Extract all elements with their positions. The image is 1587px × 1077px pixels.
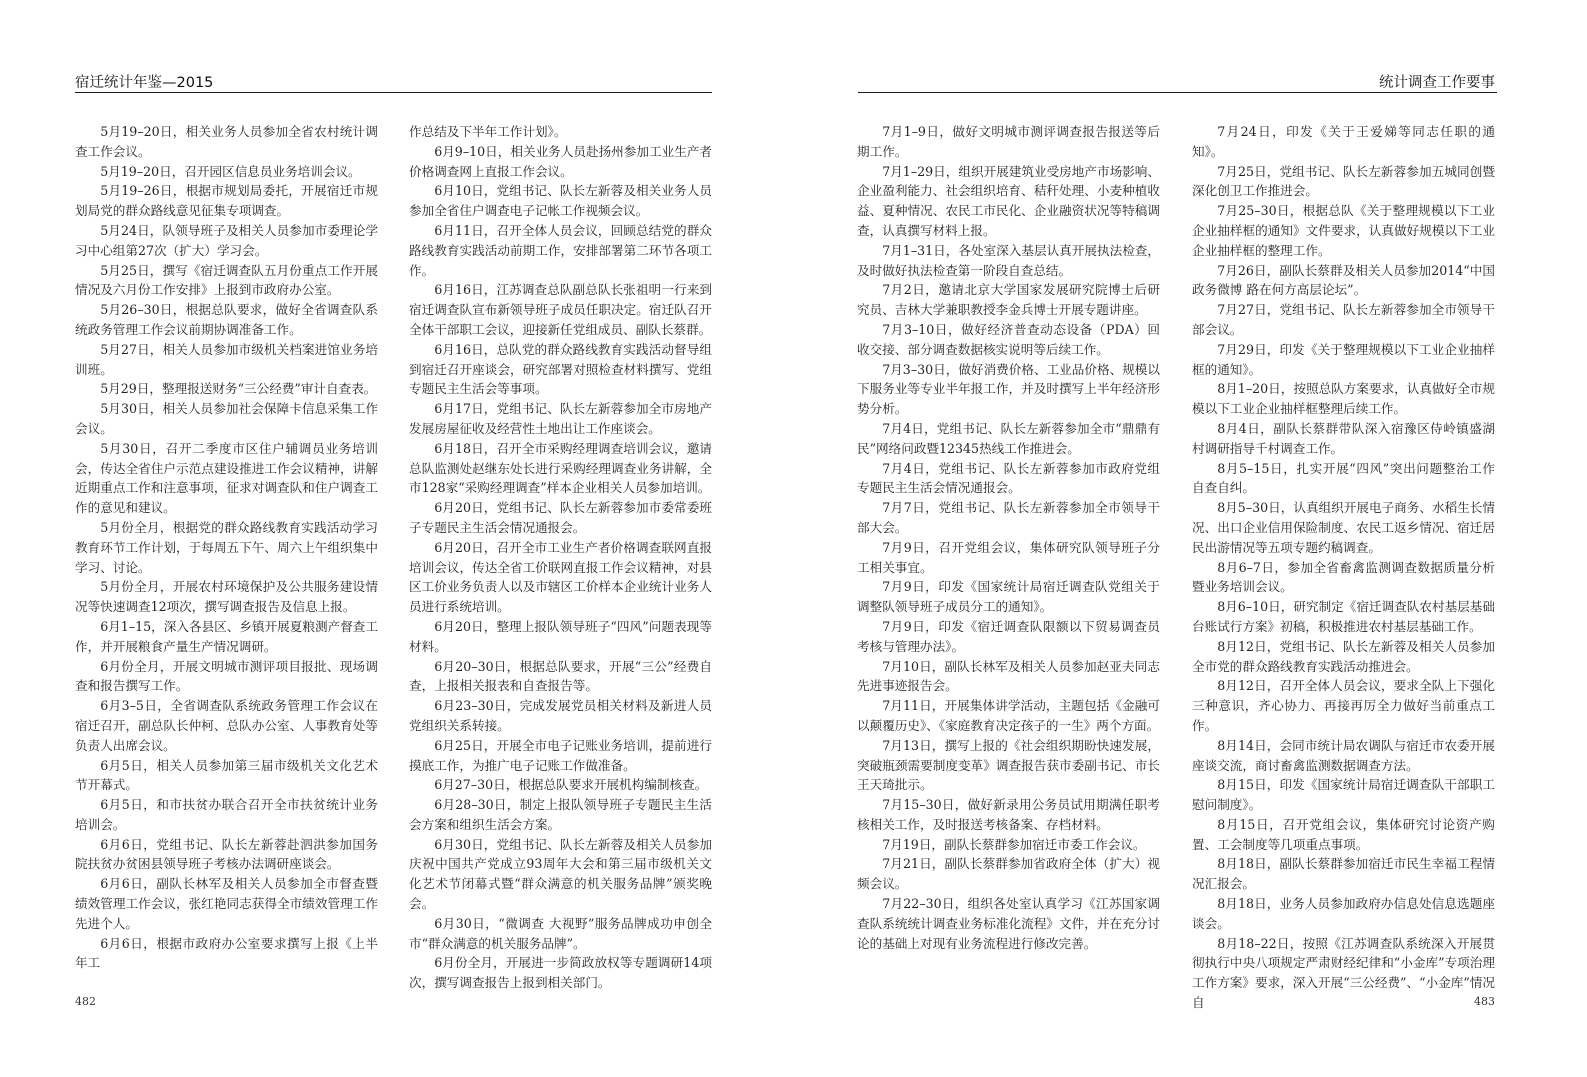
entry-paragraph: 5月29日，整理报送财务“三公经费”审计自查表。: [100, 381, 377, 397]
text-column-left: [857, 122, 1160, 953]
entry-paragraph: 5月24日，队领导班子及相关人员参加市委理论学习中心组第27次（扩大）学习会。: [75, 222, 378, 258]
entry-paragraph: 8月18日，业务人员参加政府办信息处信息选题座谈会。: [1192, 896, 1495, 931]
entry-paragraph: 7月15–30日，做好新录用公务员试用期满任职考核相关工作，及时报送考核备案、存档材料。: [857, 797, 1160, 832]
text-column-right: [409, 122, 712, 993]
entry-paragraph: 7月1–31日，各处室深入基层认真开展执法检查，及时做好执法检查第一阶段自查总结。: [857, 242, 1160, 278]
entry-paragraph: 7月19日，副队长蔡群参加宿迁市委工作会议。: [882, 836, 1146, 852]
entry-paragraph: 7月7日，党组书记、队长左新蓉参加全市领导干部大会。: [857, 500, 1160, 535]
entry-paragraph: 6月25日，开展全市电子记账业务培训，提前进行摸底工作，为推广电子记账工作做准备。: [409, 737, 712, 773]
entry-paragraph: 6月30日，“微调查 大视野”服务品牌成功申创全市“群众满意的机关服务品牌”。: [409, 915, 712, 951]
entry-paragraph: 8月18–22日，按照《江苏调查队系统深入开展贯彻执行中央八项规定严肃财经纪律和“小金库”专项治理工作方案》要求，深入开展“三公经费”、“小金库”情况自: [1192, 935, 1495, 1011]
entry-paragraph: 7月26日，副队长蔡群及相关人员参加2014“中国政务微博 路在何方高层论坛”。: [1192, 262, 1495, 298]
entry-paragraph: 7月25–30日，根据总队《关于整理规模以下工业企业抽样框的通知》文件要求，认真做好规模以下工业企业抽样框的整理工作。: [1192, 203, 1495, 258]
text-column-right: [1192, 122, 1495, 1013]
entry-paragraph: 5月份全月，根据党的群众路线教育实践活动学习教育环节工作计划，于每周五下午、周六上午组织集中学习、讨论。: [75, 519, 378, 575]
entry-paragraph: 6月10日，党组书记、队长左新蓉及相关业务人员参加全省住户调查电子记帐工作视频会议。: [409, 183, 712, 219]
entry-paragraph: 8月1–20日，按照总队方案要求，认真做好全市规模以下工业企业抽样框整理后续工作。: [1192, 381, 1495, 417]
entry-paragraph: 7月21日，副队长蔡群参加省政府全体（扩大）视频会议。: [857, 856, 1160, 892]
entry-paragraph: 7月2日，邀请北京大学国家发展研究院博士后研究员、吉林大学兼职教授李金兵博士开展专题讲座。: [857, 282, 1160, 318]
entry-paragraph: 6月30日，党组书记、队长左新蓉及相关人员参加庆祝中国共产党成立93周年大会和第三届市级机关文化艺术节闭幕式暨“群众满意的机关服务品牌”颁奖晚会。: [409, 836, 712, 912]
entry-paragraph: 6月16日，总队党的群众路线教育实践活动督导组到宿迁召开座谈会，研究部署对照检查材料撰写、党组专题民主生活会等事项。: [409, 341, 712, 397]
entry-paragraph: 7月1–29日，组织开展建筑业受房地产市场影响、企业盈利能力、社会组织培育、秸秆处理、小麦种植收益、夏种情况、农民工市民化、企业融资状况等特稿调查，认真撰写材料上报。: [857, 163, 1160, 238]
entry-paragraph: 8月5–15日，扎实开展“四风”突出问题整治工作自查自纠。: [1192, 460, 1495, 496]
entry-paragraph: 7月22–30日，组织各处室认真学习《江苏国家调查队系统统计调查业务标准化流程》文件，并在充分讨论的基础上对现有业务流程进行修改完善。: [857, 896, 1160, 951]
entry-paragraph: 7月3–10日，做好经济普查动态设备（PDA）回收交接、部分调查数据核实说明等后续工作。: [857, 321, 1160, 357]
header-rule: [75, 92, 712, 93]
left-page: [0, 0, 793, 1077]
entry-paragraph: 6月5日，和市扶贫办联合召开全市扶贫统计业务培训会。: [75, 797, 378, 832]
entry-paragraph: 7月9日，召开党组会议，集体研究队领导班子分工相关事宜。: [857, 539, 1160, 575]
text-column-left: [75, 122, 378, 973]
entry-paragraph: 6月28–30日，制定上报队领导班子专题民主生活会方案和组织生活会方案。: [409, 797, 712, 832]
entry-paragraph: 8月15日，召开党组会议，集体研究讨论资产购置、工会制度等几项重点事项。: [1192, 816, 1495, 852]
entry-paragraph: 7月1–9日，做好文明城市测评调查报告报送等后期工作。: [857, 124, 1160, 159]
entry-paragraph: 6月11日，召开全体人员会议，回顾总结党的群众路线教育实践活动前期工作，安排部署第二环节各项工作。: [409, 222, 712, 278]
entry-paragraph: 7月13日，撰写上报的《社会组织期盼快速发展，突破瓶颈需要制度变革》调查报告获市委副书记、市长王天琦批示。: [857, 737, 1160, 793]
entry-paragraph: 5月19–20日，召开园区信息员业务培训会议。: [100, 163, 361, 179]
entry-paragraph: 8月6–7日，参加全省畜禽监测调查数据质量分析暨业务培训会议。: [1192, 559, 1495, 595]
entry-paragraph: 7月3–30日，做好消费价格、工业品价格、规模以下服务业等专业半年报工作，并及时撰写上半年经济形势分析。: [857, 361, 1160, 417]
entry-paragraph: 5月27日，相关人员参加市级机关档案进馆业务培训班。: [75, 341, 378, 377]
entry-paragraph: 5月30日，召开二季度市区住户辅调员业务培训会，传达全省住户示范点建设推进工作会议精神，讲解近期重点工作和注意事项，征求对调查队和住户调查工作的意见和建议。: [75, 440, 378, 516]
entry-paragraph: 6月23–30日，完成发展党员相关材料及新进人员党组织关系转接。: [409, 698, 712, 733]
running-head-section: 统计调查工作要事: [1379, 75, 1495, 91]
entry-paragraph: 6月3–5日，全省调查队系统政务管理工作会议在宿迁召开，副总队长仲柯、总队办公室、人事教育处等负责人出席会议。: [75, 698, 378, 753]
entry-paragraph: 7月29日，印发《关于整理规模以下工业企业抽样框的通知》。: [1192, 341, 1495, 377]
entry-paragraph: 5月19–20日，相关业务人员参加全省农村统计调查工作会议。: [75, 124, 378, 159]
entry-paragraph: 6月16日，江苏调查总队副总队长张祖明一行来到宿迁调查队宣布新领导班子成员任职决定。宿迁队召开全体干部职工会议，迎接新任党组成员、副队长蔡群。: [409, 282, 712, 337]
entry-paragraph: 7月25日，党组书记、队长左新蓉参加五城同创暨深化创卫工作推进会。: [1192, 163, 1495, 199]
entry-paragraph: 5月25日，撰写《宿迁调查队五月份重点工作开展情况及六月份工作安排》上报到市政府办公室。: [75, 262, 378, 298]
entry-paragraph: 5月30日，相关人员参加社会保障卡信息采集工作会议。: [75, 401, 378, 436]
running-head-title: 宿迁统计年鉴—2015: [75, 75, 214, 91]
continued-paragraph: 作总结及下半年工作计划》。: [409, 124, 567, 139]
entry-paragraph: 8月14日，会同市统计局农调队与宿迁市农委开展座谈交流，商讨畜禽监测数据调查方法。: [1192, 737, 1495, 773]
entry-paragraph: 8月15日，印发《国家统计局宿迁调查队干部职工慰问制度》。: [1192, 777, 1495, 813]
entry-paragraph: 6月份全月，开展进一步简政放权等专题调研14项次，撰写调查报告上报到相关部门。: [409, 955, 712, 991]
entry-paragraph: 6月9–10日，相关业务人员赴扬州参加工业生产者价格调查网上直报工作会议。: [409, 143, 712, 179]
entry-paragraph: 6月20–30日，根据总队要求，开展“三公”经费自查，上报相关报表和自查报告等。: [409, 658, 712, 694]
entry-paragraph: 6月20日，党组书记、队长左新蓉参加市委常委班子专题民主生活会情况通报会。: [409, 500, 712, 535]
entry-paragraph: 6月5日，相关人员参加第三届市级机关文化艺术节开幕式。: [75, 757, 378, 793]
entry-paragraph: 5月份全月，开展农村环境保护及公共服务建设情况等快速调查12项次，撰写调查报告及信息上报。: [75, 579, 378, 615]
entry-paragraph: 7月11日，开展集体讲学活动，主题包括《金融可以颠覆历史》、《家庭教育决定孩子的一生》两个方面。: [857, 698, 1160, 733]
entry-paragraph: 7月4日，党组书记、队长左新蓉参加全市“鼎鼎有民”网络问政暨12345热线工作推进会。: [857, 420, 1160, 456]
entry-paragraph: 7月27日，党组书记、队长左新蓉参加全市领导干部会议。: [1192, 302, 1495, 337]
entry-paragraph: 7月9日，印发《国家统计局宿迁调查队党组关于调整队领导班子成员分工的通知》。: [857, 579, 1160, 615]
entry-paragraph: 8月12日，召开全体人员会议，要求全队上下强化三种意识，齐心协力、再接再厉全力做好当前重点工作。: [1192, 678, 1495, 733]
entry-paragraph: 6月1–15，深入各县区、乡镇开展夏粮测产督查工作，并开展粮食产量生产情况调研。: [75, 618, 378, 654]
entry-paragraph: 8月12日，党组书记、队长左新蓉及相关人员参加全市党的群众路线教育实践活动推进会。: [1192, 638, 1495, 674]
entry-paragraph: 7月10日，副队长林军及相关人员参加赵亚夫同志先进事迹报告会。: [857, 658, 1160, 694]
entry-paragraph: 6月6日，副队长林军及相关人员参加全市督查暨绩效管理工作会议，张红艳同志获得全市绩效管理工作先进个人。: [75, 876, 378, 931]
header-rule: [858, 92, 1497, 93]
page-number: 483: [1474, 995, 1495, 1008]
page-number: 482: [75, 995, 96, 1008]
entry-paragraph: 7月9日，印发《宿迁调查队限额以下贸易调查员考核与管理办法》。: [857, 618, 1160, 654]
entry-paragraph: 7月24日，印发《关于王爱娣等同志任职的通知》。: [1192, 124, 1495, 159]
entry-paragraph: 8月5–30日，认真组织开展电子商务、水稻生长情况、出口企业信用保险制度、农民工返乡情况、宿迁居民出游情况等五项专题约稿调查。: [1192, 500, 1495, 555]
entry-paragraph: 8月18日，副队长蔡群参加宿迁市民生幸福工程情况汇报会。: [1192, 856, 1495, 892]
entry-paragraph: 8月4日，副队长蔡群带队深入宿豫区侍岭镇盛湖村调研指导千村调查工作。: [1192, 420, 1495, 456]
entry-paragraph: 6月20日，召开全市工业生产者价格调查联网直报培训会议，传达全省工价联网直报工作会议精神，对县区工价业务负责人以及市辖区工价样本企业统计业务人员进行系统培训。: [409, 539, 712, 615]
entry-paragraph: 8月6–10日，研究制定《宿迁调查队农村基层基础台账试行方案》初稿，积极推进农村基层基础工作。: [1192, 599, 1495, 634]
right-page: [793, 0, 1587, 1077]
entry-paragraph: 5月19–26日，根据市规划局委托，开展宿迁市规划局党的群众路线意见征集专项调查。: [75, 183, 378, 219]
entry-paragraph: 5月26–30日，根据总队要求，做好全省调查队系统政务管理工作会议前期协调准备工作。: [75, 302, 378, 337]
entry-paragraph: 6月份全月，开展文明城市测评项目报批、现场调查和报告撰写工作。: [75, 658, 378, 694]
entry-paragraph: 6月17日，党组书记、队长左新蓉参加全市房地产发展房屋征收及经营性土地出让工作座谈会。: [409, 401, 712, 436]
entry-paragraph: 6月20日，整理上报队领导班子“四风”问题表现等材料。: [409, 618, 712, 654]
entry-paragraph: 7月4日，党组书记、队长左新蓉参加市政府党组专题民主生活会情况通报会。: [857, 460, 1160, 496]
entry-paragraph: 6月18日，召开全市采购经理调查培训会议，邀请总队监测处赵继东处长进行采购经理调查业务讲解，全市128家“采购经理调查”样本企业相关人员参加培训。: [409, 440, 712, 496]
entry-paragraph: 6月6日，根据市政府办公室要求撰写上报《上半年工: [75, 935, 378, 971]
entry-paragraph: 6月27–30日，根据总队要求开展机构编制核查。: [434, 777, 708, 793]
entry-paragraph: 6月6日，党组书记、队长左新蓉赴泗洪参加国务院扶贫办贫困县领导班子考核办法调研座谈会。: [75, 836, 378, 872]
